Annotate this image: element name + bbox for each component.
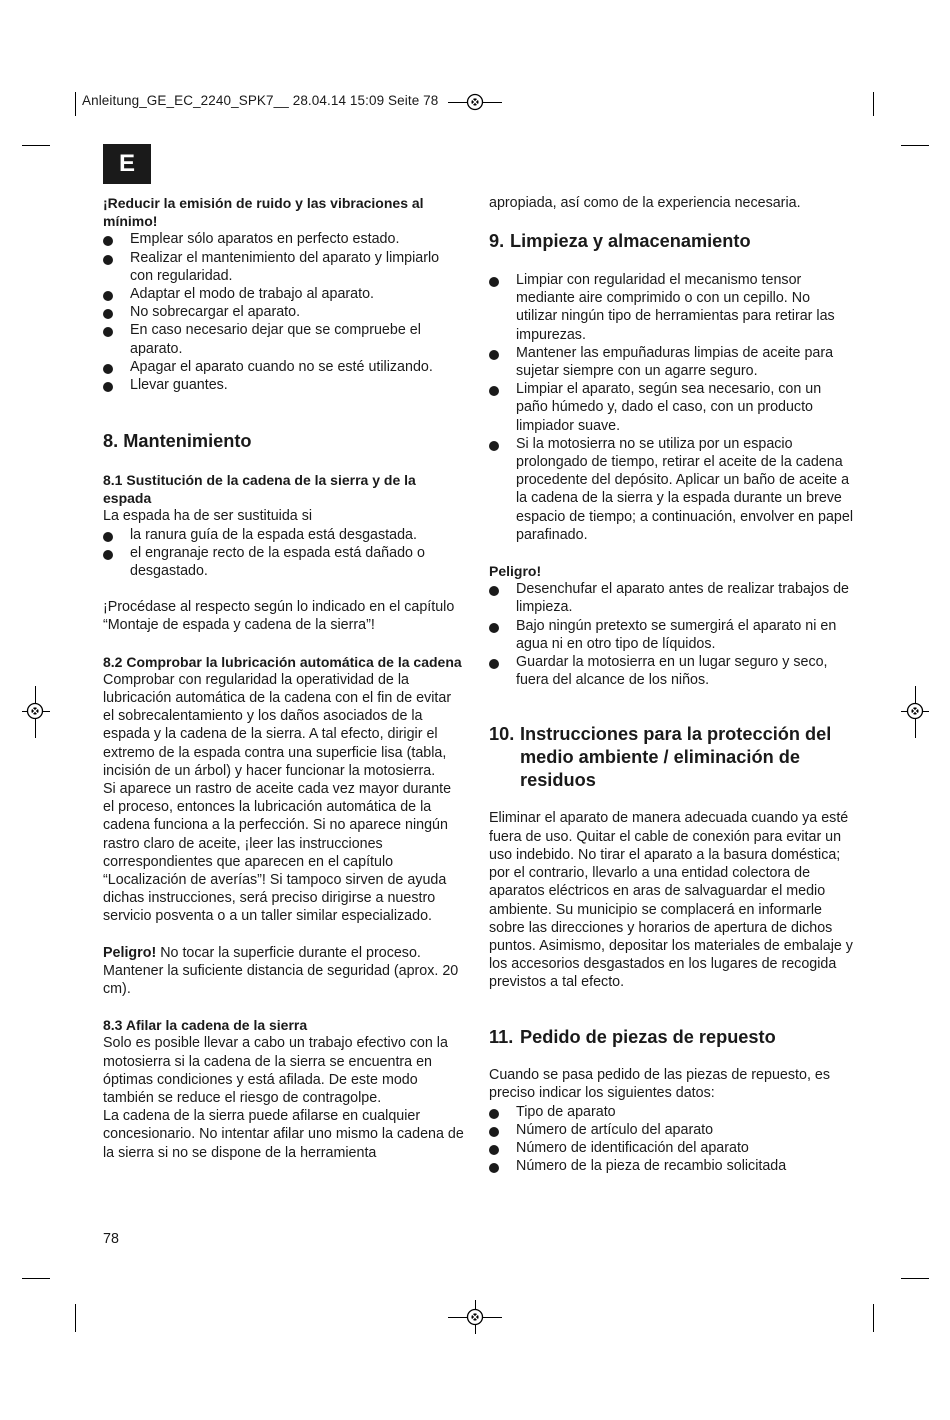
section-11-heading (489, 1026, 854, 1049)
page-number: 78 (103, 1231, 119, 1247)
section-title: Limpieza y almacenamiento (510, 231, 751, 252)
crop-mark (75, 92, 76, 116)
section-8-heading: 8. Mantenimiento (103, 431, 252, 452)
section-8-2-danger (103, 944, 465, 999)
section-8-1-note: ¡Procédase al respecto según lo indicado en el capítulo “Montaje de espada y cadena de la sierra”! (103, 599, 455, 634)
list-item: Limpiar con regularidad el mecanismo tensor mediante aire comprimido o con un cepillo. No utilizar ningún tipo de herramientas para retirar las impurezas. (489, 271, 854, 344)
right-column (489, 194, 854, 1175)
danger-text: No tocar la superficie durante el proceso. Mantener la suficiente distancia de seguridad (aprox. 20 cm). (103, 944, 459, 998)
list-item: Desenchufar el aparato antes de realizar trabajos de limpieza. (489, 580, 854, 616)
section-title: Instrucciones para la protección del medio ambiente / eliminación de residuos (520, 724, 832, 790)
continued-text: apropiada, así como de la experiencia necesaria. (489, 195, 801, 211)
section-8-3-heading: 8.3 Afilar la cadena de la sierra (103, 1017, 308, 1034)
section-8-2-paragraph: Si aparece un rastro de aceite cada vez mayor durante el proceso, entonces la lubricación automática de la cadena funciona a la perfección. Si no aparece ningún rastro claro de aceite, ¡leer las instrucciones correspondientes que aparecen en el capítulo “Localización de averías”! Si tampoco sirven de ayuda dichas instrucciones, será preciso dirigirse a nuestro servicio posventa o a un taller similar especializado. (103, 780, 452, 925)
crop-mark (873, 92, 874, 116)
section-8-1-list (103, 526, 465, 581)
registration-mark-icon (906, 702, 924, 720)
list-item: En caso necesario dejar que se compruebe el aparato. (103, 321, 465, 357)
section-9-list (489, 271, 854, 544)
crop-mark (22, 145, 50, 146)
left-column (103, 194, 465, 1162)
list-item: Tipo de aparato (489, 1103, 854, 1121)
list-item: Llevar guantes. (103, 376, 465, 394)
list-item: la ranura guía de la espada está desgastada. (103, 526, 465, 544)
list-item: Apagar el aparato cuando no se esté utilizando. (103, 358, 465, 376)
list-item: Número de identificación del aparato (489, 1139, 854, 1157)
list-item: Bajo ningún pretexto se sumergirá el aparato ni en agua ni en otro tipo de líquidos. (489, 617, 854, 653)
section-8-3-paragraph: La cadena de la sierra puede afilarse en cualquier concesionario. No intentar afilar uno mismo la cadena de la sierra si no se dispone de la herramienta (103, 1108, 464, 1161)
danger-heading: Peligro! (489, 562, 542, 579)
print-header: Anleitung_GE_EC_2240_SPK7__ 28.04.14 15:09 Seite 78 (82, 93, 439, 108)
section-number: 11. (489, 1026, 514, 1047)
crop-mark (75, 1304, 76, 1332)
section-number: 10. (489, 724, 515, 745)
section-number: 9. (489, 231, 505, 252)
list-item: No sobrecargar el aparato. (103, 303, 465, 321)
crop-mark (901, 1278, 929, 1279)
list-item: Número de artículo del aparato (489, 1121, 854, 1139)
section-8-1-intro: La espada ha de ser sustituida si (103, 508, 313, 525)
section-10-heading (489, 723, 854, 791)
section-8-2-heading: 8.2 Comprobar la lubricación automática de la cadena (103, 653, 462, 670)
crop-mark (901, 145, 929, 146)
section-8-1-heading: 8.1 Sustitución de la cadena de la sierra y de la espada (103, 471, 416, 507)
registration-mark-icon (466, 1308, 484, 1326)
language-marker: E (103, 144, 151, 184)
list-item: Limpiar el aparato, según sea necesario, con un paño húmedo y, dado el caso, con un producto limpiador suave. (489, 380, 854, 435)
registration-mark-icon (26, 702, 44, 720)
section-11-intro: Cuando se pasa pedido de las piezas de repuesto, es preciso indicar los siguientes datos: (489, 1067, 830, 1102)
section-11-list (489, 1103, 854, 1176)
list-item: el engranaje recto de la espada está dañado o desgastado. (103, 544, 465, 580)
noise-title: ¡Reducir la emisión de ruido y las vibraciones al mínimo! (103, 195, 424, 230)
list-item: Mantener las empuñaduras limpias de aceite para sujetar siempre con un agarre seguro. (489, 344, 854, 380)
list-item: Guardar la motosierra en un lugar seguro y seco, fuera del alcance de los niños. (489, 653, 854, 689)
danger-label: Peligro! (103, 944, 157, 961)
list-item: Si la motosierra no se utiliza por un espacio prolongado de tiempo, retirar el aceite de la cadena procedente del depósito. Aplicar un baño de aceite a la cadena de la sierra y la espada durante un breve espacio de tiempo; a continuación, envolver en papel parafinado. (489, 435, 854, 544)
section-title: Pedido de piezas de repuesto (520, 1026, 776, 1047)
danger-list (489, 580, 854, 689)
crop-mark (22, 1278, 50, 1279)
crop-mark (873, 1304, 874, 1332)
list-item: Realizar el mantenimiento del aparato y limpiarlo con regularidad. (103, 249, 465, 285)
section-9-heading (489, 230, 854, 253)
list-item: Adaptar el modo de trabajo al aparato. (103, 285, 465, 303)
list-item: Emplear sólo aparatos en perfecto estado. (103, 230, 465, 248)
section-8-2-paragraph: Comprobar con regularidad la operatividad de la lubricación automática de la cadena con el fin de evitar el sobrecalentamiento y los daños asociados de la espada y la cadena de la sierra. A tal efecto, dirigir el extremo de la espada contra una superficie lisa (tabla, incisión de un árbol) y hacer funcionar la motosierra. (103, 671, 452, 779)
section-10-paragraph: Eliminar el aparato de manera adecuada cuando ya esté fuera de uso. Quitar el cable de conexión para evitar un uso indebido. No tirar el aparato a la basura doméstica; por el contrario, llevarlo a una entidad colectora de aparatos eléctricos en aras de salvaguardar el medio ambiente. Su municipio se complacerá en informarle sobre las direcciones y horarios de apertura de dichos puntos. Asimismo, depositar los materiales de embalaje y los accesorios desgastados en los lugares de recogida previstos a tal efecto. (489, 810, 853, 991)
noise-list (103, 230, 465, 394)
registration-mark-icon (466, 93, 484, 111)
section-8-3-paragraph: Solo es posible llevar a cabo un trabajo efectivo con la motosierra si la cadena de la sierra se encuentra en óptimas condiciones y está afilada. De este modo también se reduce el riesgo de contragolpe. (103, 1035, 448, 1107)
list-item: Número de la pieza de recambio solicitada (489, 1157, 854, 1175)
